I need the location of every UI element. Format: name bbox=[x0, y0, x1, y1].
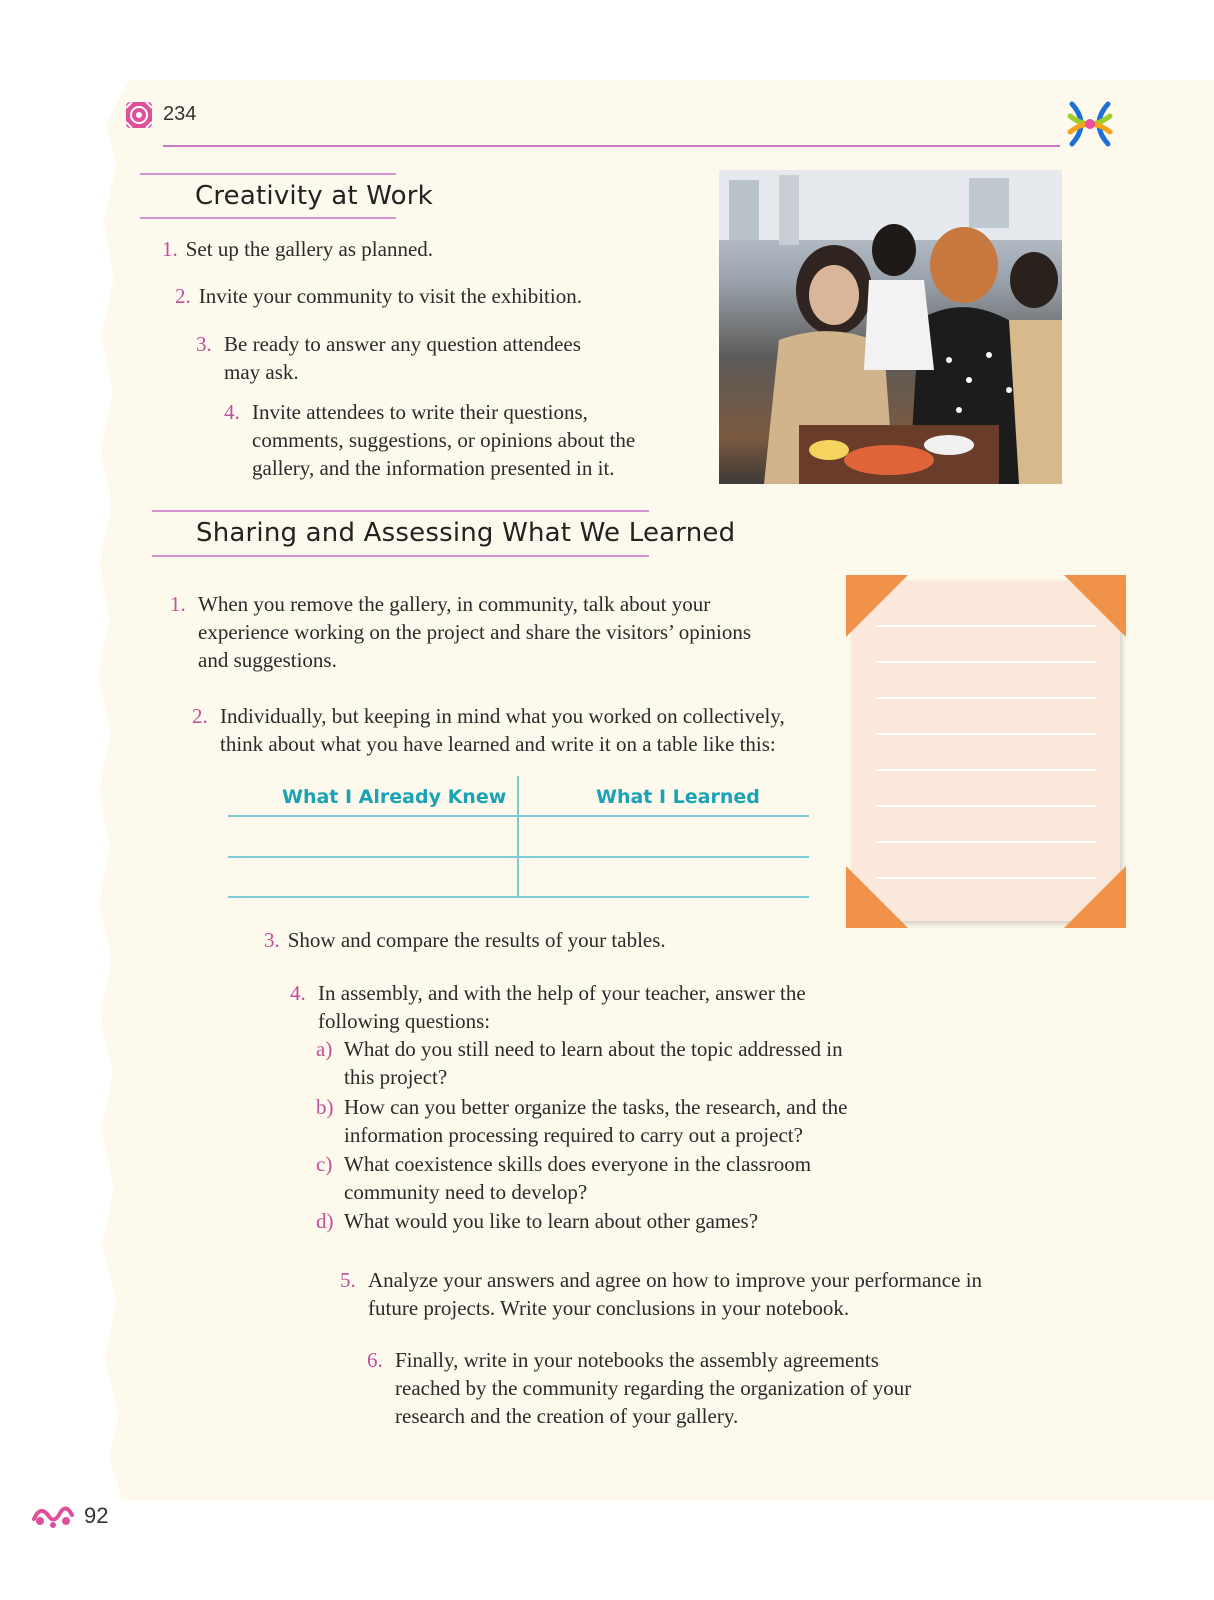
photo-corner-icon bbox=[1064, 866, 1126, 928]
section2-rule-top bbox=[152, 510, 649, 512]
section1-title: Creativity at Work bbox=[195, 181, 433, 211]
sub-item-a: a) What do you still need to learn about the topic addressed in this project? bbox=[316, 1037, 843, 1089]
photo-corner-icon bbox=[846, 575, 908, 637]
note-line bbox=[876, 877, 1096, 879]
students-at-exhibition-photo bbox=[719, 170, 1062, 484]
table-header-learned: What I Learned bbox=[596, 786, 760, 808]
section2-title: Sharing and Assessing What We Learned bbox=[196, 518, 736, 548]
page-number-bottom: 92 bbox=[84, 1503, 109, 1528]
section1-item-4: 4. Invite attendees to write their questions, comments, suggestions, or opinions about the gallery, and the information presented in it. bbox=[224, 400, 636, 480]
photo-corner-icon bbox=[846, 866, 908, 928]
header-rule bbox=[163, 145, 1060, 147]
colorful-cross-logo-icon bbox=[1064, 98, 1116, 150]
note-line bbox=[876, 805, 1096, 807]
note-line bbox=[876, 841, 1096, 843]
sub-item-c: c) What coexistence skills does everyone in the classroom community need to develop? bbox=[316, 1152, 812, 1204]
section2-item-5: 5. Analyze your answers and agree on how to improve your performance in future projects. Write your conclusions in your notebook. bbox=[340, 1268, 983, 1320]
section2-item-1: 1. When you remove the gallery, in community, talk about your experience working on the project and share the visitors’ opinions and suggestions. bbox=[170, 592, 752, 672]
photo-corner-icon bbox=[1064, 575, 1126, 637]
note-line bbox=[876, 733, 1096, 735]
section2-rule-bottom bbox=[152, 555, 649, 557]
section2-item-4: 4. In assembly, and with the help of your teacher, answer the following questions: bbox=[290, 981, 806, 1033]
section2-item-3: 3. Show and compare the results of your tables. bbox=[264, 928, 666, 952]
section1-item-1: 1. Set up the gallery as planned. bbox=[162, 237, 434, 261]
page-number-top: 234 bbox=[163, 103, 197, 125]
sub-item-b: b) How can you better organize the tasks, the research, and the information processing required to carry out a project? bbox=[316, 1095, 848, 1147]
pink-ornament-icon bbox=[124, 100, 154, 130]
note-line bbox=[876, 661, 1096, 663]
section1-item-2: 2. Invite your community to visit the exhibition. bbox=[175, 284, 582, 308]
note-line bbox=[876, 625, 1096, 627]
table-header-already-knew: What I Already Knew bbox=[282, 786, 507, 808]
section1-item-3: 3. Be ready to answer any question attendees may ask. bbox=[196, 332, 581, 384]
table-divider bbox=[517, 776, 519, 898]
section1-rule-bottom bbox=[140, 217, 396, 219]
note-line bbox=[876, 769, 1096, 771]
section1-rule-top bbox=[140, 173, 396, 175]
learning-table bbox=[228, 776, 809, 898]
section2-item-6: 6. Finally, write in your notebooks the assembly agreements reached by the community regarding the organization of your research and the creation of your gallery. bbox=[367, 1348, 912, 1428]
photo-illustration bbox=[719, 170, 1062, 484]
section2-item-2: 2. Individually, but keeping in mind what you worked on collectively, think about what you have learned and write it on a table like this: bbox=[192, 704, 785, 756]
sub-item-d: d) What would you like to learn about other games? bbox=[316, 1209, 759, 1233]
note-line bbox=[876, 697, 1096, 699]
pink-ornament-icon bbox=[30, 1501, 76, 1531]
